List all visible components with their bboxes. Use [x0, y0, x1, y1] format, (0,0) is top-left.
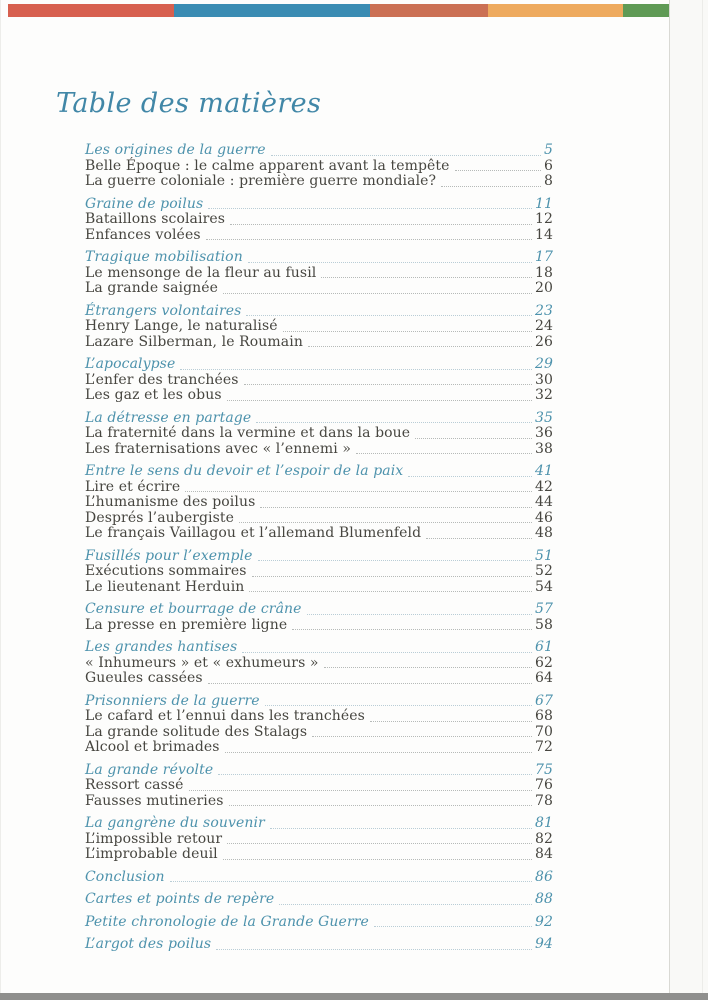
- toc-label: Fausses mutineries: [85, 792, 224, 809]
- toc-label: Enfances volées: [85, 226, 201, 243]
- toc-label: « Inhumeurs » et « exhumeurs »: [85, 654, 319, 671]
- toc-label: La fraternité dans la vermine et dans la boue: [85, 425, 411, 441]
- page-number: 81: [534, 815, 553, 831]
- toc-section-row: [85, 143, 553, 159]
- page-number: 44: [534, 494, 553, 510]
- toc-entry-row: [85, 564, 553, 580]
- toc-section-row: [85, 694, 553, 710]
- dotted-leader: [244, 384, 532, 385]
- page-number: 70: [534, 723, 553, 740]
- toc-entry-row: [85, 388, 553, 404]
- toc-section-row: [85, 937, 553, 953]
- toc-entry-row: [85, 740, 553, 756]
- toc-label: L’enfer des tranchées: [85, 371, 239, 388]
- toc-label: La grande révolte: [85, 761, 214, 778]
- toc-entry-row: [85, 159, 553, 175]
- dotted-leader: [230, 224, 532, 225]
- toc-label: Fusillés pour l’exemple: [85, 547, 253, 564]
- page-number: 72: [534, 739, 553, 755]
- toc-label: Le français Vaillagou et l’allemand Blumenfeld: [85, 525, 422, 541]
- dotted-leader: [370, 721, 532, 722]
- toc-label: La grande solitude des Stalags: [85, 723, 308, 740]
- page-number: 24: [534, 318, 553, 334]
- toc-section-row: [85, 357, 553, 373]
- toc-label: Les origines de la guerre: [85, 142, 266, 158]
- dotted-leader: [242, 652, 532, 653]
- toc-label: Cartes et points de repère: [85, 891, 275, 907]
- toc-entry-row: [85, 426, 553, 442]
- dotted-leader: [265, 705, 532, 706]
- dotted-leader: [189, 790, 532, 791]
- toc-entry-row: [85, 511, 553, 527]
- dotted-leader: [279, 904, 532, 905]
- dotted-leader: [227, 400, 532, 401]
- toc-label: Conclusion: [85, 868, 165, 885]
- toc-entry-row: [85, 174, 553, 190]
- page-title: Table des matières: [56, 88, 322, 119]
- dotted-leader: [248, 262, 532, 263]
- page-number: 17: [534, 249, 553, 265]
- page-number: 84: [534, 846, 553, 862]
- page-number: 62: [534, 654, 553, 671]
- page-number: 67: [534, 692, 553, 709]
- toc-section-row: [85, 892, 553, 908]
- page-number: 32: [534, 387, 553, 403]
- page-number: 8: [543, 173, 553, 189]
- dotted-leader: [218, 774, 532, 775]
- toc-section-row: [85, 197, 553, 213]
- dotted-leader: [208, 208, 532, 209]
- page-number: 6: [543, 157, 553, 174]
- dotted-leader: [170, 881, 532, 882]
- toc-entry-row: [85, 281, 553, 297]
- dotted-leader: [312, 736, 532, 737]
- page-number: 61: [534, 639, 553, 655]
- toc-label: Les gaz et les obus: [85, 387, 222, 403]
- toc-entry-row: [85, 580, 553, 596]
- page-number: 48: [534, 525, 553, 541]
- toc-entry-row: [85, 847, 553, 863]
- dotted-leader: [185, 491, 532, 492]
- toc-label: Després l’aubergiste: [85, 509, 235, 526]
- page-number: 86: [534, 868, 553, 885]
- toc-entry-row: [85, 671, 553, 687]
- toc-label: La guerre coloniale : première guerre mondiale?: [85, 173, 437, 189]
- page-number: 46: [534, 509, 553, 526]
- page-number: 64: [534, 670, 553, 686]
- toc-label: L’argot des poilus: [85, 936, 212, 952]
- toc-entry-row: [85, 526, 553, 542]
- page-number: 26: [534, 333, 553, 350]
- page-number: 20: [534, 280, 553, 296]
- toc-label: La détresse en partage: [85, 409, 252, 426]
- toc-label: L’apocalypse: [85, 356, 176, 372]
- page-number: 35: [534, 409, 553, 426]
- page-edge-line: [702, 0, 703, 993]
- dotted-leader: [356, 453, 532, 454]
- dotted-leader: [229, 805, 532, 806]
- dotted-leader: [374, 926, 532, 927]
- page-number: 51: [534, 547, 553, 564]
- page-number: 82: [534, 830, 553, 847]
- table-of-contents: [85, 143, 553, 953]
- color-bar-segment-red: [8, 4, 174, 17]
- toc-section-row: [85, 250, 553, 266]
- dotted-leader: [270, 828, 532, 829]
- dotted-leader: [455, 170, 541, 171]
- dotted-leader: [415, 438, 532, 439]
- dotted-leader: [180, 369, 532, 370]
- page-number: 92: [534, 913, 553, 930]
- toc-section-row: [85, 304, 553, 320]
- dotted-leader: [256, 422, 532, 423]
- toc-label: La grande saignée: [85, 280, 219, 296]
- toc-label: Henry Lange, le naturalisé: [85, 318, 278, 334]
- dotted-leader: [258, 560, 532, 561]
- toc-label: Tragique mobilisation: [85, 249, 243, 265]
- toc-label: L’humanisme des poilus: [85, 494, 256, 510]
- toc-label: Ressort cassé: [85, 777, 184, 793]
- dotted-leader: [260, 507, 532, 508]
- color-bar-segment-orange: [488, 4, 623, 17]
- page-number: 68: [534, 708, 553, 724]
- toc-label: La gangrène du souvenir: [85, 815, 265, 831]
- toc-entry-row: [85, 228, 553, 244]
- color-bar-segment-terracotta: [370, 4, 488, 17]
- toc-label: Bataillons scolaires: [85, 211, 226, 227]
- page-number: 12: [534, 211, 553, 227]
- page-number: 41: [534, 463, 553, 479]
- toc-entry-row: [85, 480, 553, 496]
- toc-section-row: [85, 816, 553, 832]
- toc-entry-row: [85, 373, 553, 389]
- dotted-leader: [223, 293, 532, 294]
- dotted-leader: [308, 346, 532, 347]
- page-number: 29: [534, 356, 553, 372]
- color-bar-segment-green: [623, 4, 669, 17]
- page-number: 36: [534, 425, 553, 441]
- page-number: 88: [534, 891, 553, 907]
- toc-label: Prisonniers de la guerre: [85, 692, 260, 709]
- toc-label: Le cafard et l’ennui dans les tranchées: [85, 708, 365, 724]
- toc-label: Belle Époque : le calme apparent avant la tempête: [85, 157, 450, 174]
- toc-label: Alcool et brimades: [85, 739, 220, 755]
- page-number: 14: [534, 226, 553, 243]
- toc-label: Le lieutenant Herduin: [85, 578, 245, 595]
- dotted-leader: [227, 843, 532, 844]
- toc-section-row: [85, 464, 553, 480]
- toc-entry-row: [85, 618, 553, 634]
- toc-section-row: [85, 549, 553, 565]
- toc-label: L’impossible retour: [85, 830, 223, 847]
- dotted-leader: [441, 186, 541, 187]
- toc-section-row: [85, 602, 553, 618]
- toc-entry-row: [85, 794, 553, 810]
- toc-label: Les grandes hantises: [85, 639, 238, 655]
- toc-entry-row: [85, 725, 553, 741]
- page-number: 5: [543, 142, 553, 158]
- page-number: 30: [534, 371, 553, 388]
- toc-label: Gueules cassées: [85, 670, 203, 686]
- toc-label: Étrangers volontaires: [85, 302, 242, 319]
- toc-label: Le mensonge de la fleur au fusil: [85, 264, 317, 281]
- dotted-leader: [283, 331, 532, 332]
- dotted-leader: [408, 476, 532, 477]
- dotted-leader: [426, 538, 532, 539]
- dotted-leader: [223, 859, 532, 860]
- toc-entry-row: [85, 266, 553, 282]
- page-number: 78: [534, 792, 553, 809]
- toc-section-row: [85, 411, 553, 427]
- page-number: 58: [534, 616, 553, 633]
- toc-entry-row: [85, 335, 553, 351]
- top-color-bar: [8, 4, 669, 17]
- page-number: 11: [534, 195, 553, 212]
- dotted-leader: [206, 239, 532, 240]
- toc-entry-row: [85, 709, 553, 725]
- dotted-leader: [324, 667, 532, 668]
- toc-label: Exécutions sommaires: [85, 563, 247, 579]
- dotted-leader: [292, 629, 532, 630]
- scanner-bottom-strip: [0, 993, 708, 1000]
- toc-entry-row: [85, 832, 553, 848]
- toc-section-row: [85, 640, 553, 656]
- dotted-leader: [239, 522, 532, 523]
- page-number: 94: [534, 936, 553, 952]
- dotted-leader: [208, 683, 532, 684]
- dotted-leader: [216, 949, 532, 950]
- page-number: 54: [534, 578, 553, 595]
- page-number: 76: [534, 777, 553, 793]
- toc-entry-row: [85, 495, 553, 511]
- toc-label: Censure et bourrage de crâne: [85, 601, 302, 617]
- toc-label: Lire et écrire: [85, 478, 181, 495]
- toc-section-row: [85, 915, 553, 931]
- toc-label: La presse en première ligne: [85, 616, 288, 633]
- page-number: 38: [534, 440, 553, 457]
- dotted-leader: [321, 277, 532, 278]
- toc-section-row: [85, 763, 553, 779]
- page-number: 23: [534, 302, 553, 319]
- toc-label: Les fraternisations avec « l’ennemi »: [85, 440, 352, 457]
- toc-entry-row: [85, 319, 553, 335]
- dotted-leader: [307, 614, 532, 615]
- toc-label: Graine de poilus: [85, 195, 204, 212]
- page-number: 42: [534, 478, 553, 495]
- dotted-leader: [271, 155, 541, 156]
- toc-entry-row: [85, 656, 553, 672]
- dotted-leader: [225, 752, 532, 753]
- dotted-leader: [246, 315, 532, 316]
- toc-entry-row: [85, 212, 553, 228]
- toc-entry-row: [85, 778, 553, 794]
- toc-section-row: [85, 870, 553, 886]
- page-number: 57: [534, 601, 553, 617]
- toc-label: Entre le sens du devoir et l’espoir de la paix: [85, 463, 404, 479]
- dotted-leader: [249, 591, 532, 592]
- page-number: 18: [534, 264, 553, 281]
- dotted-leader: [252, 576, 532, 577]
- toc-label: L’improbable deuil: [85, 846, 218, 862]
- toc-label: Petite chronologie de la Grande Guerre: [85, 913, 369, 930]
- color-bar-segment-blue: [174, 4, 370, 17]
- page-number: 75: [534, 761, 553, 778]
- toc-entry-row: [85, 442, 553, 458]
- page-number: 52: [534, 563, 553, 579]
- toc-label: Lazare Silberman, le Roumain: [85, 333, 303, 350]
